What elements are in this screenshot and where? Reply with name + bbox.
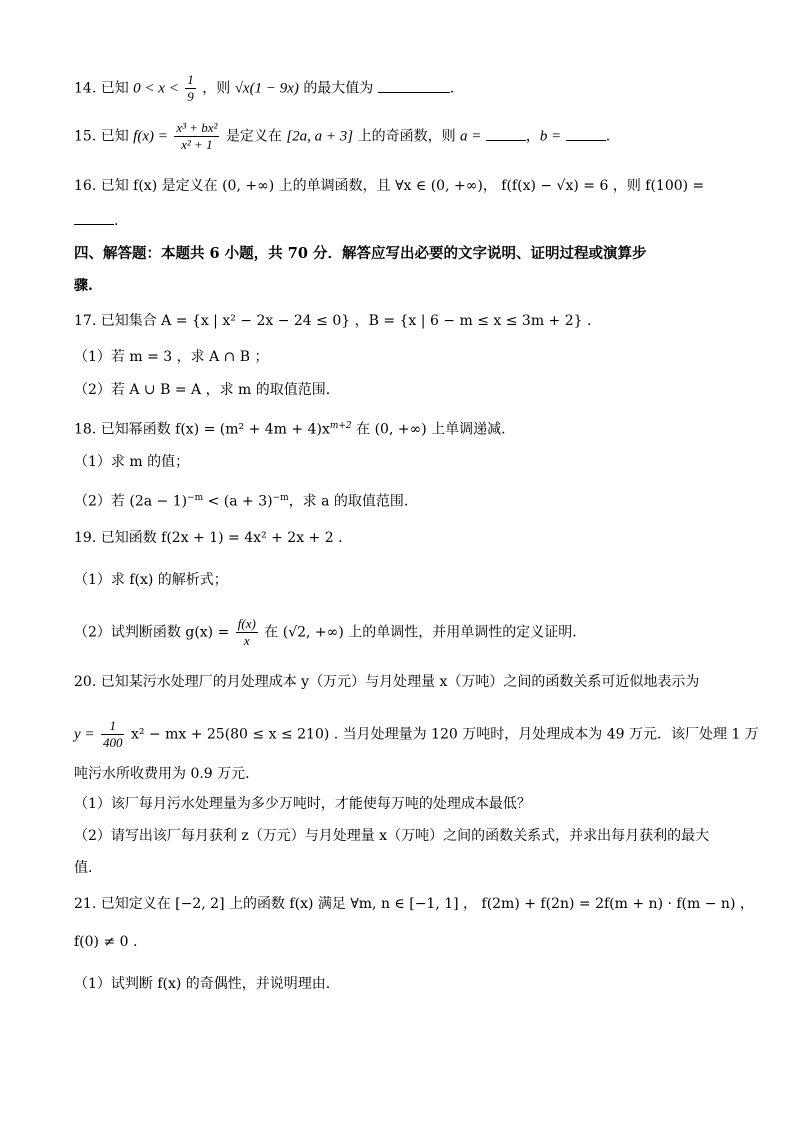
q21-condition: f(0) ≠ 0 .: [74, 934, 138, 950]
section-heading-cont: 骤.: [74, 278, 93, 294]
q16-end: .: [114, 213, 119, 229]
q20-equation: [74, 718, 759, 751]
q15-a-eq: a =: [460, 128, 482, 145]
q15-text-a: 已知: [100, 128, 129, 145]
q19-part2: [74, 616, 577, 649]
q15-frac-den: x² + 1: [181, 137, 213, 152]
q14-end: .: [449, 80, 455, 97]
q15-frac-num: x³ + bx²: [176, 120, 218, 135]
q14-frac-num: 1: [187, 72, 194, 87]
answer-blank-b: [566, 126, 606, 141]
question-14: [74, 72, 454, 105]
q19-p2b: 在 (√2, +∞) 上的单调性，并用单调性的定义证明.: [264, 624, 577, 641]
q14-frac-den: 9: [187, 89, 194, 104]
q20-frac-den: 400: [102, 735, 123, 750]
q18-part2: [74, 488, 408, 512]
q18-p2b: < (a + 3): [203, 493, 273, 510]
answer-blank: [378, 78, 450, 93]
q20-eq-b: x² − mx + 25(80 ≤ x ≤ 210) . 当月处理量为 120 万吨时，月处理成本为 49 万元．该厂处理 1 万: [130, 726, 759, 743]
question-number: 16.: [74, 178, 97, 194]
q20-part1: （1）该厂每月污水处理量为多少万吨时，才能使每万吨的处理成本最低？: [74, 796, 531, 812]
q18-part1: （1）求 m 的值；: [74, 454, 190, 470]
question-number: 14.: [74, 80, 97, 97]
q17-part1: （1）若 m = 3 ，求 A ∩ B ；: [74, 349, 269, 365]
q20-fraction: [101, 718, 125, 751]
q14-text-b: ，则: [202, 80, 231, 97]
question-19: 19. 已知函数 f(2x + 1) = 4x² + 2x + 2 .: [74, 530, 343, 546]
q14-fraction: [185, 72, 196, 105]
question-16: [74, 176, 704, 196]
q15-interval: [2a, a + 3]: [286, 128, 354, 145]
question-20: 20. 已知某污水处理厂的月处理成本 y（万元）与月处理量 x（万吨）之间的函数关系可近似地表示为: [74, 674, 700, 690]
q19-fraction: [236, 616, 258, 649]
q18-exponent: m+2: [329, 421, 352, 431]
q20-line3: 吨污水所收费用为 0.9 万元.: [74, 766, 250, 782]
q18-stem-end: 在 (0, +∞) 上单调递减.: [356, 421, 506, 438]
q21-part1: （1）试判断 f(x) 的奇偶性，并说明理由.: [74, 976, 331, 992]
question-number: 15.: [74, 128, 97, 145]
q20-part2-cont: 值.: [74, 860, 93, 876]
q14-expression: √x(1 − 9x): [234, 80, 299, 97]
q20-part2: （2）请写出该厂每月获利 z（万元）与月处理量 x（万吨）之间的函数关系式，并求出每月获利的最大: [74, 828, 710, 844]
question-17: 17. 已知集合 A = {x | x² − 2x − 24 ≤ 0} ，B = {x | 6 − m ≤ x ≤ 3m + 2} .: [74, 313, 592, 329]
section-heading: 四、解答题：本题共 6 小题，共 70 分．解答应写出必要的文字说明、证明过程或演算步: [74, 245, 647, 262]
q20-frac-num: 1: [101, 718, 125, 735]
q17-part2: （2）若 A ∪ B = A ，求 m 的取值范围.: [74, 382, 331, 398]
q15-b-eq: b =: [539, 128, 562, 145]
question-21: 21. 已知定义在 [−2, 2] 上的函数 f(x) 满足 ∀m, n ∈ [−1, 1] ， f(2m) + f(2n) = 2f(m + n) · f(m − n) ，: [74, 896, 754, 912]
q15-text-c: 上的奇函数，则: [357, 128, 456, 145]
q18-p2-exp1: −m: [187, 493, 204, 503]
answer-blank-a: [486, 126, 526, 141]
q19-frac-den: x: [243, 633, 250, 648]
q19-p2a: （2）试判断函数 g(x) =: [74, 624, 230, 641]
q15-end: .: [605, 128, 611, 145]
question-15: [74, 120, 610, 153]
q15-text-b: 是定义在: [225, 128, 282, 145]
q15-fraction: [174, 120, 219, 153]
q16-text: 已知 f(x) 是定义在 (0, +∞) 上的单调函数，且 ∀x ∈ (0, +∞)， f(f(x) − √x) = 6 ，则 f(100) =: [100, 178, 705, 194]
q15-function: f(x) =: [133, 128, 168, 145]
q14-condition: 0 < x <: [133, 80, 179, 97]
q19-frac-num: f(x): [237, 616, 256, 631]
q14-text-c: 的最大值为: [303, 80, 374, 97]
q14-text-a: 已知: [100, 80, 129, 97]
q15-sep: ，: [525, 128, 540, 145]
q19-part1: （1）求 f(x) 的解析式；: [74, 572, 228, 588]
question-18: [74, 416, 506, 440]
q18-p2a: （2）若 (2a − 1): [74, 493, 188, 510]
q18-p2c: ，求 a 的取值范围.: [288, 493, 409, 510]
q18-p2-exp2: −m: [272, 493, 289, 503]
question-16-cont: [74, 210, 118, 231]
answer-blank: [74, 210, 114, 225]
q20-eq-a: y =: [74, 726, 95, 743]
q18-stem: 18. 已知幂函数 f(x) = (m² + 4m + 4)x: [74, 421, 330, 438]
